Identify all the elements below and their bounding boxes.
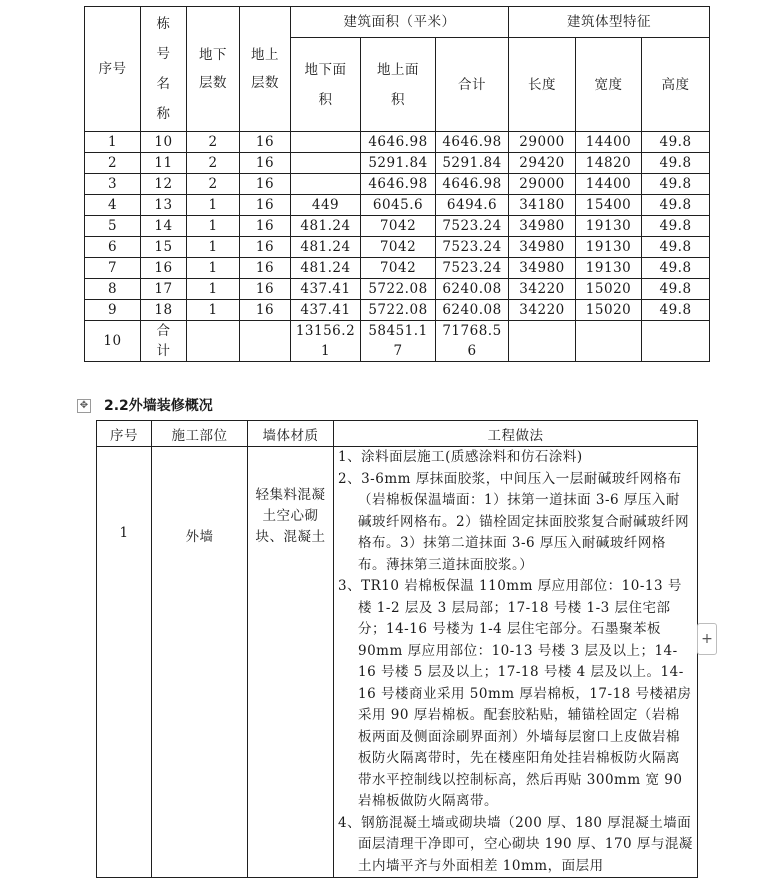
method-step: 3、TR10 岩棉板保温 110mm 厚应用部位：10-13 号楼 1-2 层及 3 层局部；17-18 号楼 1-3 层住宅部分；14-16 号楼为 1-4 层住宅部分。石墨聚苯板 90mm 厚应用部位：10-13 号楼 3 层及以上；14-16 号楼 5 层及以上；17-18 号楼 4 层及以上。14-16 号楼商业采用 50mm 厚岩棉板，17-18 号楼裙房采用 90 厚岩棉板。配套胶粘贴，辅锚栓固定（岩棉板两面及侧面涂刷界面剂）外墙每层窗口上皮做岩棉板防火隔离带时，先在楼座阳角处挂岩棉板防火隔离带水平控制线以控制标高，然后再贴 300mm 宽 90 岩棉板做防火隔离带。	[338, 578, 692, 809]
add-icon[interactable]: +	[697, 623, 717, 655]
cell-total: 7523.24	[436, 216, 509, 237]
cell-area-under: 481.24	[291, 237, 361, 258]
header-above-area: 地上面 积	[361, 38, 436, 132]
building-name-char: 栋	[156, 16, 171, 32]
cell-height: 49.8	[642, 174, 710, 195]
table2-header-row	[97, 421, 698, 447]
cell-above: 16	[240, 258, 291, 279]
cell-length: 34980	[509, 216, 576, 237]
cell-area-above: 4646.98	[361, 132, 436, 153]
cell-width: 15400	[576, 195, 642, 216]
table-row	[85, 195, 710, 216]
cell-seq: 5	[85, 216, 141, 237]
table2-row	[97, 447, 698, 878]
header-basement-floors: 地下 层数	[187, 7, 240, 132]
cell-under: 2	[187, 153, 240, 174]
header-below-area: 地下面 积	[291, 38, 361, 132]
header2-material: 墙体材质	[248, 421, 334, 447]
cell-total: 5291.84	[436, 153, 509, 174]
row2-material: 轻集料混凝土空心砌块、混凝土	[248, 447, 334, 878]
cell-total: 4646.98	[436, 174, 509, 195]
cell-length: 34220	[509, 279, 576, 300]
cell-width: 19130	[576, 237, 642, 258]
cell-total: 7523.24	[436, 258, 509, 279]
building-name-char: 称	[156, 106, 171, 122]
cell-bldg: 15	[141, 237, 187, 258]
cell-under: 1	[187, 195, 240, 216]
cell-area-under: 449	[291, 195, 361, 216]
cell-height: 49.8	[642, 279, 710, 300]
header-above-floors: 地上 层数	[240, 7, 291, 132]
cell-bldg: 16	[141, 258, 187, 279]
header-height: 高度	[642, 38, 710, 132]
total-width	[576, 321, 642, 362]
cell-above: 16	[240, 174, 291, 195]
header-shape-group: 建筑体型特征	[509, 7, 710, 38]
cell-above: 16	[240, 153, 291, 174]
cell-width: 15020	[576, 279, 642, 300]
building-info-table	[84, 6, 710, 362]
building-name-char: 名	[156, 76, 171, 92]
cell-bldg: 17	[141, 279, 187, 300]
cell-bldg: 10	[141, 132, 187, 153]
total-seq: 10	[85, 321, 141, 362]
header-total-area: 合计	[436, 38, 509, 132]
cell-height: 49.8	[642, 153, 710, 174]
method-step: 4、钢筋混凝土墙或砌块墙（200 厚、180 厚混凝土墙面面层清理干净即可，空心砌块 190 厚、170 厚与混凝土内墙平齐与外面相差 10mm，面层用	[338, 814, 693, 874]
cell-above: 16	[240, 132, 291, 153]
cell-area-above: 5291.84	[361, 153, 436, 174]
cell-width: 14820	[576, 153, 642, 174]
cell-area-under	[291, 174, 361, 195]
table-row	[85, 237, 710, 258]
total-area-above: 58451.1 7	[361, 321, 436, 362]
cell-above: 16	[240, 195, 291, 216]
table1-header-row	[85, 7, 710, 38]
method-step: 1、涂料面层施工(质感涂料和仿石涂料)	[338, 449, 583, 465]
cell-area-above: 5722.08	[361, 300, 436, 321]
cell-seq: 4	[85, 195, 141, 216]
cell-bldg: 11	[141, 153, 187, 174]
method-step: 2、3-6mm 厚抹面胶浆，中间压入一层耐碱玻纤网格布（岩棉板保温墙面：1）抹第一道抹面 3-6 厚压入耐碱玻纤网格布。2）锚栓固定抹面胶浆复合耐碱玻纤网格布。3）抹第二道抹面 3-6 厚压入耐碱玻纤网格布。薄抹第三道抹面胶浆。）	[338, 470, 690, 573]
cell-width: 14400	[576, 174, 642, 195]
cell-above: 16	[240, 216, 291, 237]
total-height	[642, 321, 710, 362]
cell-seq: 6	[85, 237, 141, 258]
total-label: 合 计	[141, 321, 187, 362]
cell-area-above: 6045.6	[361, 195, 436, 216]
header-length: 长度	[509, 38, 576, 132]
cell-length: 34180	[509, 195, 576, 216]
table-row	[85, 258, 710, 279]
cell-area-above: 7042	[361, 216, 436, 237]
cell-bldg: 13	[141, 195, 187, 216]
building-name-char: 号	[156, 46, 171, 62]
cell-height: 49.8	[642, 195, 710, 216]
section-heading: 2.2外墙装修概况	[104, 398, 213, 414]
cell-height: 49.8	[642, 132, 710, 153]
cell-height: 49.8	[642, 216, 710, 237]
header-area-group: 建筑面积（平米）	[291, 7, 509, 38]
cell-seq: 7	[85, 258, 141, 279]
cell-length: 29000	[509, 174, 576, 195]
cell-area-above: 7042	[361, 237, 436, 258]
cell-total: 7523.24	[436, 237, 509, 258]
cell-area-under: 481.24	[291, 216, 361, 237]
cell-area-under	[291, 132, 361, 153]
total-length	[509, 321, 576, 362]
header-width: 宽度	[576, 38, 642, 132]
cell-height: 49.8	[642, 300, 710, 321]
cell-length: 29000	[509, 132, 576, 153]
cell-seq: 1	[85, 132, 141, 153]
cell-bldg: 14	[141, 216, 187, 237]
cell-above: 16	[240, 279, 291, 300]
row2-location: 外墙	[152, 447, 248, 878]
header2-seq: 序号	[97, 421, 152, 447]
cell-total: 6240.08	[436, 279, 509, 300]
cell-under: 1	[187, 279, 240, 300]
cell-under: 1	[187, 237, 240, 258]
cell-total: 6494.6	[436, 195, 509, 216]
table-row	[85, 216, 710, 237]
cell-length: 29420	[509, 153, 576, 174]
cell-under: 2	[187, 174, 240, 195]
cell-area-under: 481.24	[291, 258, 361, 279]
row2-seq: 1	[97, 447, 152, 878]
cell-seq: 3	[85, 174, 141, 195]
table1-total-row	[85, 321, 710, 362]
cell-above: 16	[240, 300, 291, 321]
cell-total: 4646.98	[436, 132, 509, 153]
cell-seq: 9	[85, 300, 141, 321]
table-move-icon[interactable]: ✥	[77, 399, 91, 413]
total-area-under: 13156.2 1	[291, 321, 361, 362]
cell-bldg: 18	[141, 300, 187, 321]
table-row	[85, 153, 710, 174]
cell-seq: 8	[85, 279, 141, 300]
total-area-sum: 71768.5 6	[436, 321, 509, 362]
cell-length: 34220	[509, 300, 576, 321]
table-row	[85, 300, 710, 321]
table-row	[85, 174, 710, 195]
cell-under: 1	[187, 258, 240, 279]
cell-above: 16	[240, 237, 291, 258]
header2-location: 施工部位	[152, 421, 248, 447]
header-building-name	[141, 7, 187, 132]
cell-under: 1	[187, 300, 240, 321]
cell-under: 2	[187, 132, 240, 153]
cell-area-above: 4646.98	[361, 174, 436, 195]
cell-area-under: 437.41	[291, 300, 361, 321]
cell-total: 6240.08	[436, 300, 509, 321]
cell-width: 14400	[576, 132, 642, 153]
total-under-floors	[187, 321, 240, 362]
cell-length: 34980	[509, 258, 576, 279]
cell-width: 19130	[576, 216, 642, 237]
cell-area-under	[291, 153, 361, 174]
row2-method	[334, 447, 698, 878]
cell-height: 49.8	[642, 237, 710, 258]
table-row	[85, 132, 710, 153]
cell-under: 1	[187, 216, 240, 237]
cell-width: 19130	[576, 258, 642, 279]
total-above-floors	[240, 321, 291, 362]
exterior-wall-table	[96, 420, 698, 878]
cell-width: 15020	[576, 300, 642, 321]
cell-area-above: 7042	[361, 258, 436, 279]
header2-method: 工程做法	[334, 421, 698, 447]
cell-bldg: 12	[141, 174, 187, 195]
cell-seq: 2	[85, 153, 141, 174]
cell-height: 49.8	[642, 258, 710, 279]
table-row	[85, 279, 710, 300]
cell-length: 34980	[509, 237, 576, 258]
cell-area-above: 5722.08	[361, 279, 436, 300]
header-seq: 序号	[85, 7, 141, 132]
cell-area-under: 437.41	[291, 279, 361, 300]
